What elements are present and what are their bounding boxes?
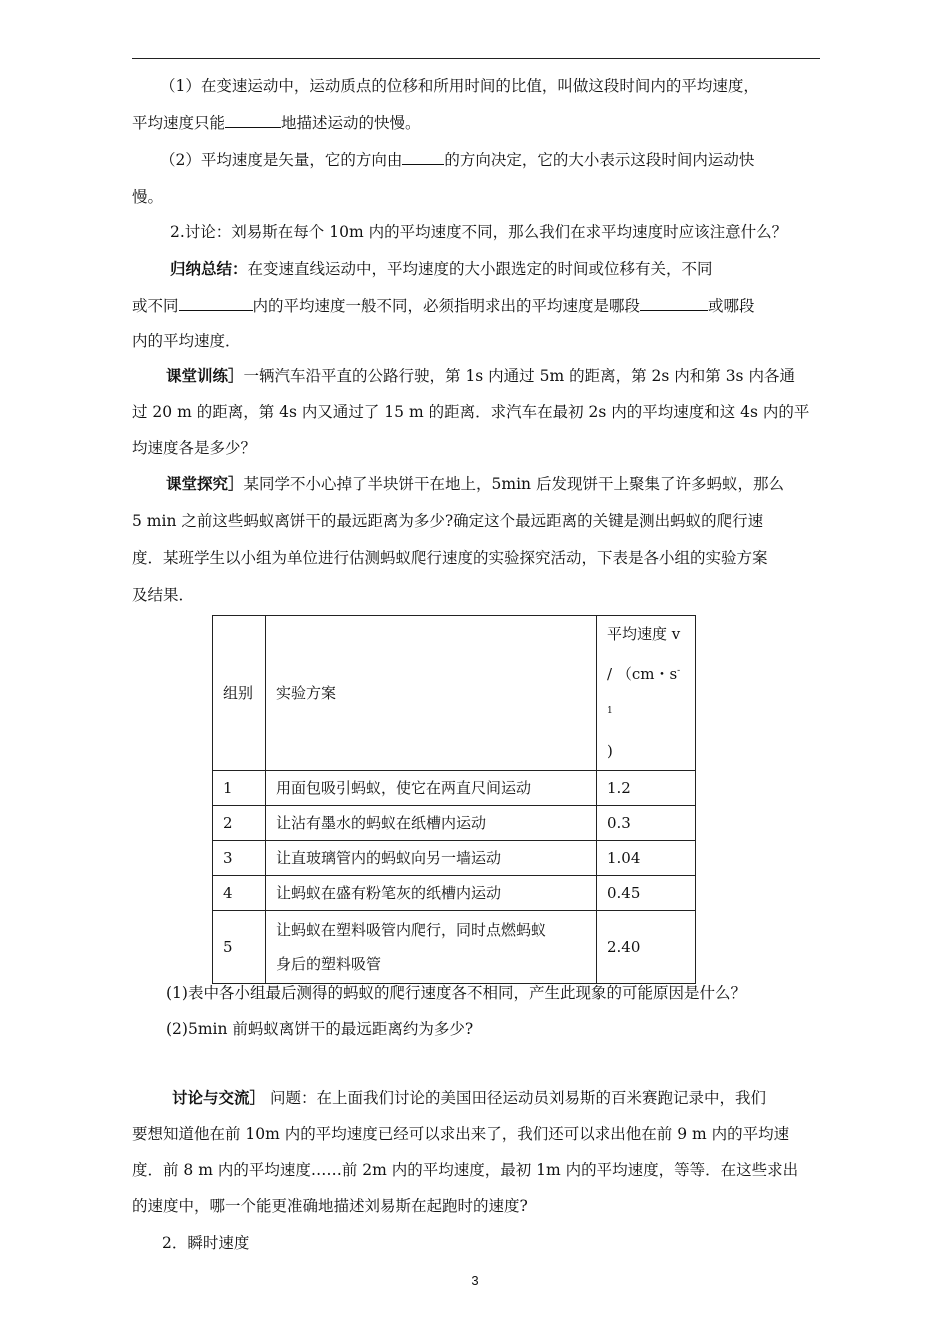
table-row: 4 让蚂蚁在盛有粉笔灰的纸槽内运动 0.45 — [213, 876, 696, 911]
experiment-table — [212, 615, 696, 984]
page-number: 3 — [471, 1273, 479, 1288]
paragraph-line: 均速度各是多少？ — [132, 439, 257, 457]
fill-blank — [179, 292, 253, 311]
paragraph-line: 讨论与交流］ 问题：在上面我们讨论的美国田径运动员刘易斯的百米赛跑记录中，我们 — [172, 1088, 766, 1107]
header-rule — [132, 58, 820, 59]
header-plan: 实验方案 — [266, 616, 597, 771]
paragraph-line: 课堂探究］某同学不小心掉了半块饼干在地上，5min 后发现饼干上聚集了许多蚂蚁，那么 — [166, 474, 784, 493]
paragraph-line: 过 20 m 的距离，第 4s 内又通过了 15 m 的距离．求汽车在最初 2s 内的平均速度和这 4s 内的平 — [132, 403, 810, 421]
paragraph-line: 度．某班学生以小组为单位进行估测蚂蚁爬行速度的实验探究活动，下表是各小组的实验方案 — [132, 549, 768, 567]
fill-blank — [402, 146, 444, 165]
table-row: 2 让沾有墨水的蚂蚁在纸槽内运动 0.3 — [213, 806, 696, 841]
paragraph-line: 课堂训练］一辆汽车沿平直的公路行驶，第 1s 内通过 5m 的距离，第 2s 内和第 3s 内各通 — [166, 366, 795, 385]
question-line: (1)表中各小组最后测得的蚂蚁的爬行速度各不相同，产生此现象的可能原因是什么？ — [166, 984, 746, 1002]
paragraph-line: （2）平均速度是矢量，它的方向由 的方向决定，它的大小表示这段时间内运动快 — [132, 142, 848, 178]
paragraph-line: 或不同 内的平均速度一般不同，必须指明求出的平均速度是哪段 或哪段 — [132, 288, 820, 324]
paragraph-line: 的速度中，哪一个能更准确地描述刘易斯在起跑时的速度? — [132, 1197, 528, 1215]
header-group: 组别 — [213, 616, 266, 771]
paragraph-line: 2.讨论：刘易斯在每个 10m 内的平均速度不同，那么我们在求平均速度时应该注意什么？ — [170, 223, 788, 241]
paragraph-line: 及结果． — [132, 586, 195, 604]
question-line: (2)5min 前蚂蚁离饼干的最远距离约为多少? — [166, 1020, 474, 1038]
paragraph-line: 内的平均速度． — [132, 332, 241, 350]
table-header-row — [213, 616, 696, 771]
paragraph-line: 5 min 之前这些蚂蚁离饼干的最远距离为多少?确定这个最远距离的关键是测出蚂蚁的爬行速 — [132, 512, 764, 530]
table-row: 5 让蚂蚁在塑料吸管内爬行，同时点燃蚂蚁 身后的塑料吸管 2.40 — [213, 911, 696, 984]
paragraph-line: 慢。 — [132, 188, 164, 206]
fill-blank — [225, 109, 281, 128]
fill-blank — [640, 292, 708, 311]
paragraph-line: 要想知道他在前 10m 内的平均速度已经可以求出来了，我们还可以求出他在前 9 m 内的平均速 — [132, 1125, 790, 1143]
header-speed: 平均速度 v / （cm・$s^{-1}$ ) — [597, 616, 696, 771]
paragraph-line: 归纳总结：在变速直线运动中，平均速度的大小跟选定的时间或位移有关，不同 — [170, 259, 713, 278]
paragraph-line: 平均速度只能 地描述运动的快慢。 — [132, 105, 820, 141]
section-heading: 2．瞬时速度 — [162, 1234, 250, 1252]
paragraph-line: 度．前 8 m 内的平均速度……前 2m 内的平均速度，最初 1m 内的平均速度，等等．在这些求出 — [132, 1161, 799, 1179]
table-row: 3 让直玻璃管内的蚂蚁向另一墙运动 1.04 — [213, 841, 696, 876]
table-row: 1 用面包吸引蚂蚁，使它在两直尺间运动 1.2 — [213, 771, 696, 806]
paragraph-line: （1）在变速运动中，运动质点的位移和所用时间的比值，叫做这段时间内的平均速度， — [160, 77, 759, 95]
